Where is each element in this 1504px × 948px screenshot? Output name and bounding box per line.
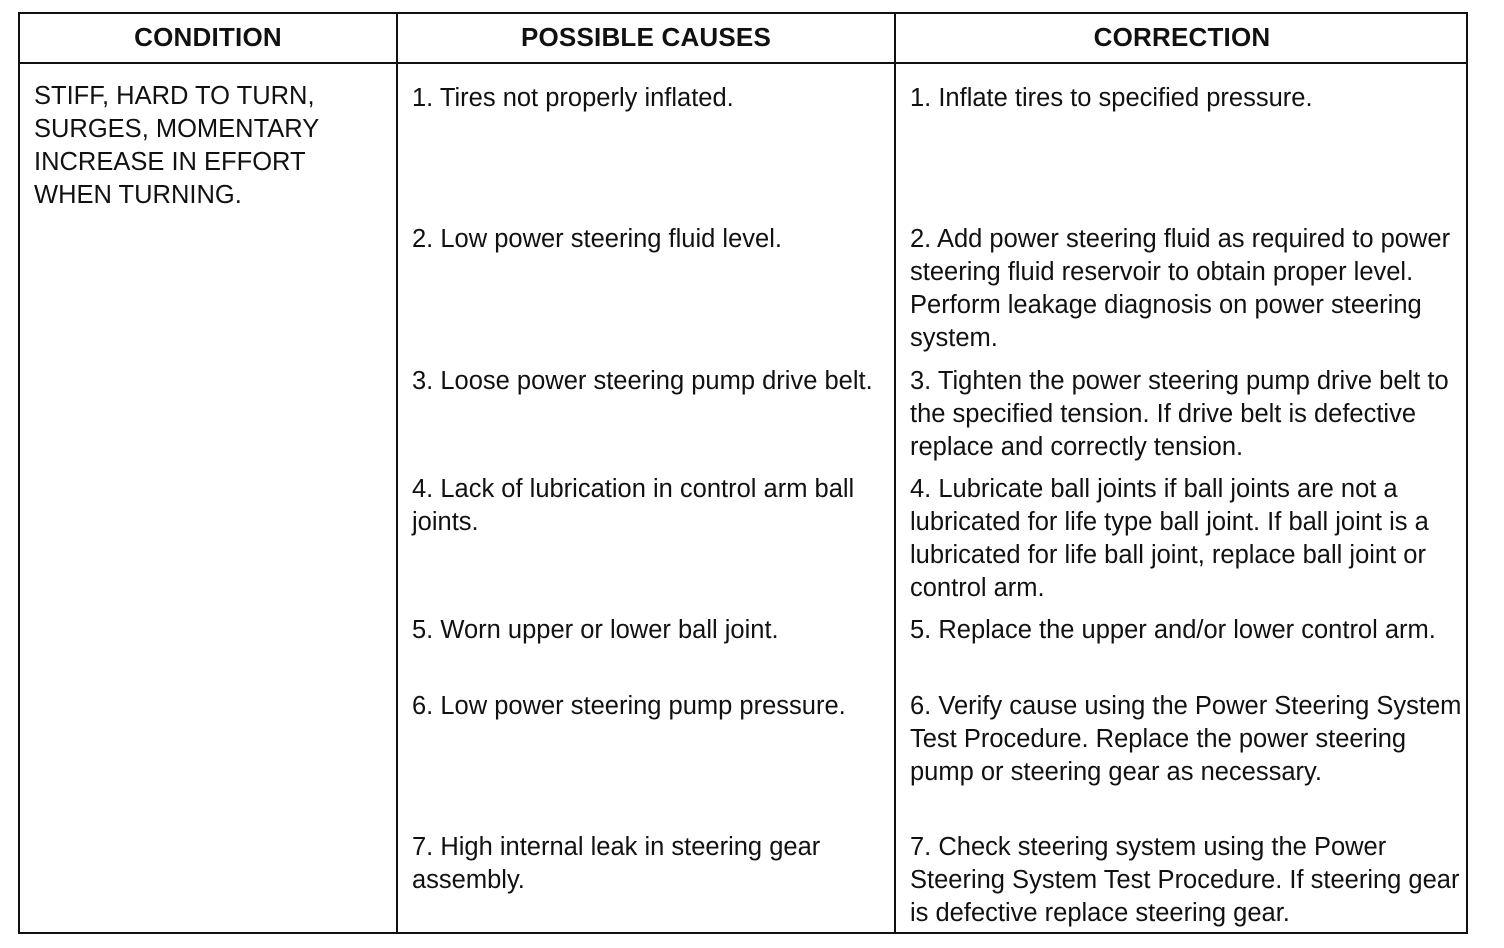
cause-1: 1. Tires not properly inflated. [412,84,734,112]
correction-3: 3. Tighten the power steering pump drive belt to the specified tension. If drive belt is defective replace and correctly tension. [910,367,1449,461]
correction-5: 5. Replace the upper and/or lower control arm. [910,616,1436,644]
correction-2: 2. Add power steering fluid as required to power steering fluid reservoir to obtain proper level. Perform leakage diagnosis on power steering system. [910,225,1451,352]
cause-7: 7. High internal leak in steering gear assembly. [412,833,821,894]
cause-6: 6. Low power steering pump pressure. [412,692,846,720]
header-possible-causes: POSSIBLE CAUSES [520,22,772,52]
correction-1: 1. Inflate tires to specified pressure. [910,84,1313,112]
cause-3: 3. Loose power steering pump drive belt. [412,367,873,395]
correction-6: 6. Verify cause using the Power Steering System Test Procedure. Replace the power steering pump or steering gear as necessary. [910,692,1462,786]
cause-2: 2. Low power steering fluid level. [412,225,782,253]
column-divider [396,14,398,932]
header-divider [20,62,1466,64]
condition-text: STIFF, HARD TO TURN, SURGES, MOMENTARY INCREASE IN EFFORT WHEN TURNING. [34,82,319,209]
correction-4: 4. Lubricate ball joints if ball joints are not a lubricated for life type ball joint. If ball joint is a lubricated for life ball joint, replace ball joint or control arm. [910,475,1429,602]
header-condition: CONDITION [134,22,282,52]
cause-5: 5. Worn upper or lower ball joint. [412,616,779,644]
cause-4: 4. Lack of lubrication in control arm ball joints. [412,475,855,536]
column-divider [894,14,896,932]
header-correction: CORRECTION [1093,22,1271,52]
diagnosis-table [18,12,1468,934]
correction-7: 7. Check steering system using the Power Steering System Test Procedure. If steering gear is defective replace steering gear. [910,833,1460,927]
